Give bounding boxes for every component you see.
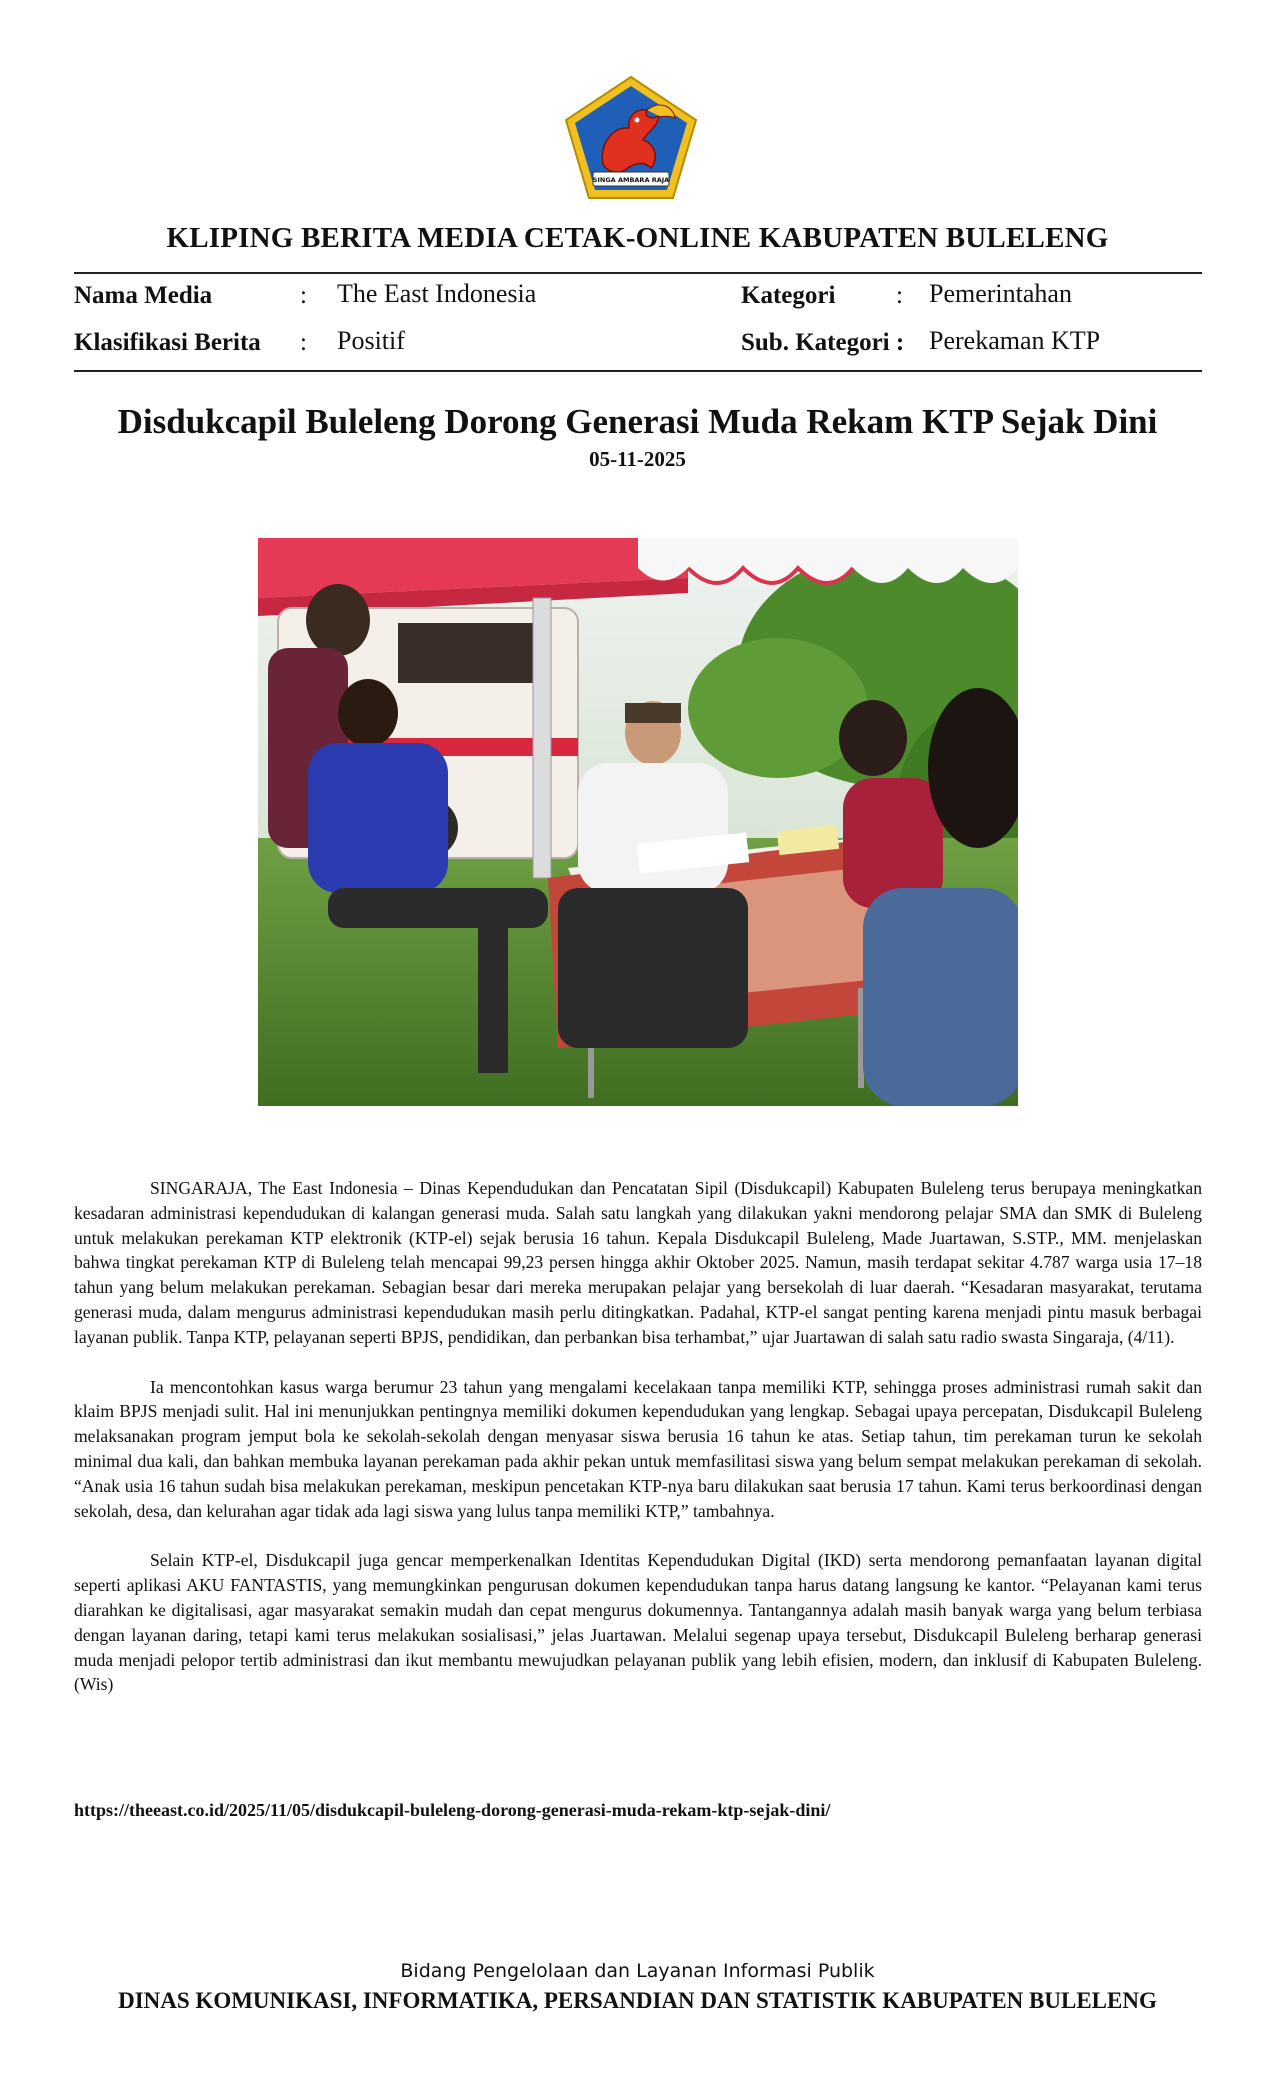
media-value: The East Indonesia <box>337 279 537 308</box>
article-paragraph-1: SINGARAJA, The East Indonesia – Dinas Kependudukan dan Pencatatan Sipil (Disdukcapil) Kabupaten Buleleng terus berupaya meningkatkan kesadaran administrasi kependudukan di kalangan generasi muda. Salah satu langkah yang dilakukan yakni mendorong pelajar SMA dan SMK di Buleleng untuk melakukan perekaman KTP elektronik (KTP-el) sejak berusia 16 tahun. Kepala Disdukcapil Buleleng, Made Juartawan, S.STP., MM. menjelaskan bahwa tingkat perekaman KTP di Buleleng telah mencapai 99,23 persen hingga akhir Oktober 2025. Namun, masih terdapat sekitar 4.787 warga usia 17–18 tahun yang belum melakukan perekaman. Sebagian besar dari mereka merupakan pelajar yang bersekolah di luar daerah. “Kesadaran masyarakat, terutama generasi muda, dalam mengurus administrasi kependudukan masih perlu ditingkatkan. Padahal, KTP-el sangat penting karena menjadi pintu masuk berbagai layanan publik. Tanpa KTP, pelayanan seperti BPJS, pendidikan, dan perbankan bisa terhambat,” ujar Juartawan di salah satu radio swasta Singaraja, (4/11). <box>74 1178 1202 1347</box>
logo-text: SINGA AMBARA RAJA <box>592 176 670 184</box>
kategori-label: Kategori <box>741 282 836 309</box>
klasifikasi-colon: : <box>300 329 307 356</box>
article-photo <box>258 538 1018 1106</box>
article-body <box>74 1176 1202 1722</box>
buleleng-logo <box>563 74 699 201</box>
klasifikasi-value: Positif <box>337 326 405 355</box>
kategori-value: Pemerintahan <box>929 279 1072 308</box>
article-paragraph-2: Ia mencontohkan kasus warga berumur 23 tahun yang mengalami kecelakaan tanpa memiliki KTP, sehingga proses administrasi rumah sakit dan klaim BPJS menjadi sulit. Hal ini menunjukkan pentingnya memiliki dokumen kependudukan yang lengkap. Sebagai upaya percepatan, Disdukcapil Buleleng melaksanakan program jemput bola ke sekolah-sekolah dengan menyasar siswa berusia 16 tahun ke atas. Setiap tahun, tim perekaman turun ke sekolah minimal dua kali, dan bahkan membuka layanan perekaman pada akhir pekan untuk memfasilitasi siswa yang belum sempat melakukan perekaman di sekolah. “Anak usia 16 tahun sudah bisa melakukan perekaman, meskipun pencetakan KTP-nya baru dilakukan saat berusia 17 tahun. Kami terus berkoordinasi dengan sekolah, desa, dan kelurahan agar tidak ada lagi siswa yang lulus tanpa memiliki KTP,” tambahnya. <box>74 1376 1202 1521</box>
subkategori-value: Perekaman KTP <box>929 326 1101 355</box>
article-paragraph-3: Selain KTP-el, Disdukcapil juga gencar memperkenalkan Identitas Kependudukan Digital (IKD) serta mendorong pemanfaatan layanan digital seperti aplikasi AKU FANTASTIS, yang memungkinkan pengurusan dokumen kependudukan tanpa harus datang langsung ke kantor. “Pelayanan kami terus diarahkan ke digitalisasi, agar masyarakat semakin mudah dan cepat mengurus dokumennya. Tantangannya adalah masih banyak warga yang belum terbiasa dengan layanan daring, tetapi kami terus melakukan sosialisasi,” jelas Juartawan. Melalui segenap upaya tersebut, Disdukcapil Buleleng berharap generasi muda menjadi pelopor tertib administrasi dan ikut membantu mewujudkan pelayanan publik yang lebih efisien, modern, dan inklusif di Kabupaten Buleleng.(Wis) <box>74 1550 1202 1695</box>
article-date: 05-11-2025 <box>589 447 686 471</box>
footer-department: Bidang Pengelolaan dan Layanan Informasi Publik <box>400 1960 875 1982</box>
article-title: Disdukcapil Buleleng Dorong Generasi Muda Rekam KTP Sejak Dini <box>117 402 1158 441</box>
source-link[interactable]: https://theeast.co.id/2025/11/05/disdukcapil-buleleng-dorong-generasi-muda-rekam-ktp-sejak-dini/ <box>74 1800 831 1820</box>
top-divider <box>74 272 1202 274</box>
subkategori-label: Sub. Kategori : <box>741 329 905 356</box>
klasifikasi-label: Klasifikasi Berita <box>74 329 261 356</box>
footer-agency: DINAS KOMUNIKASI, INFORMATIKA, PERSANDIAN DAN STATISTIK KABUPATEN BULELENG <box>118 1988 1157 2013</box>
media-label: Nama Media <box>74 282 213 309</box>
header-title: KLIPING BERITA MEDIA CETAK-ONLINE KABUPATEN BULELENG <box>166 222 1109 254</box>
media-colon: : <box>300 282 307 309</box>
kategori-colon: : <box>896 282 903 309</box>
bottom-divider <box>74 370 1202 372</box>
